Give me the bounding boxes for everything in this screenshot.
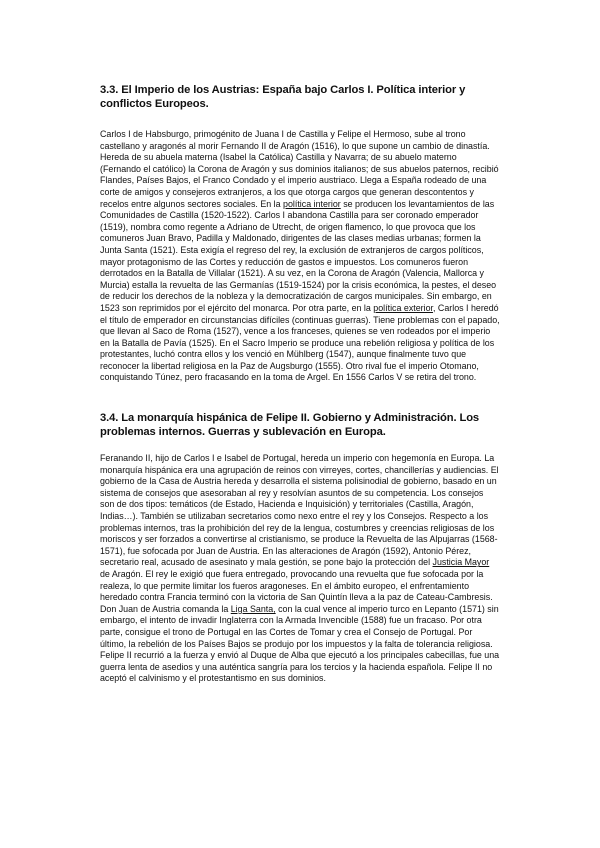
paragraph-text: Feranando II, hijo de Carlos I e Isabel de Portugal, hereda un imperio con hegemonía en Europa. La monarquía hispánica era una agrupación de reinos con virreyes, cortes, chancillerías y audiencias. El gobierno de la Casa de Austria hereda y desarrolla el sistema polisinodial de gobierno, basado en un sistema de consejos que asesoraban al rey y resolvían asuntos de su competencia. Los consejos son de dos tipos: temáticos (de Estado, Hacienda e Inquisición) y territoriales (Castilla, Aragón, Indias…). También se utilizaban secretarios como nexo entre el rey y los Consejos. Respecto a los problemas internos, tras la prohibición del rey de la lengua, costumbres y creencias religiosas de los moriscos y ser forzados a convertirse al cristianismo, se produce la Revuelta de las Alpujarras (1568-1571), fue sofocada por Juan de Austria. En las alteraciones de Aragón (1592), Antonio Pérez, secretario real, acusado de asesinato y mala gestión, se pone bajo la protección del xyxy=(100,453,499,568)
section-felipe-ii xyxy=(100,412,500,685)
underlined-term-liga-santa: Liga Santa, xyxy=(230,603,276,614)
underlined-term-justicia-mayor: Justicia Mayor xyxy=(432,557,490,568)
underlined-term-politica-exterior: política exterior xyxy=(373,302,433,313)
section-paragraph xyxy=(100,453,500,685)
section-paragraph xyxy=(100,129,500,384)
paragraph-text: se producen los levantamientos de las Comunidades de Castilla (1520-1522). Carlos I abandona Castilla para ser coronado emperador (1519), nombra como regente a Adriano de Utrecht, de origen flamenco, lo que provoca que los comuneros Juan Bravo, Padilla y Maldonado, dirigentes de las clases medias urbanas; formen la Junta Santa (1521). Esta exigía el regreso del rey, la exclusión de extranjeros de cargos políticos, mayor protagonismo de las Cortes y reducción de gastos e impuestos. Los comuneros fueron derrotados en la Batalla de Villalar (1521). A su vez, en la Corona de Aragón (Valencia, Mallorca y Murcia) estalla la revuelta de las Germanías (1519-1524) por la crisis económica, la pestes, el deseo de reducir los derechos de la nobleza y la democratización de cargos municipales. Sin embargo, en 1523 son reprimidos por el ejército del monarca. Por otra parte, en la xyxy=(100,198,497,313)
section-heading: 3.4. La monarquía hispánica de Felipe II. Gobierno y Administración. Los problemas internos. Guerras y sublevación en Europa. xyxy=(100,412,480,438)
paragraph-text: Carlos I de Habsburgo, primogénito de Juana I de Castilla y Felipe el Hermoso, sube al trono castellano y aragonés al morir Fernando II de Aragón (1516), lo que supone un cambio de dinastía. Hereda de su abuela materna (Isabel la Católica) Castilla y Navarra; de su abuelo materno (Fernando el católico) la Corona de Aragón y sus dominios italianos; de sus abuelos paternos, recibió Flandes, Países Bajos, el Franco Condado y el imperio austriaco. Llega a España rodeado de una corte de amigos y consejeros extranjeros, a los que otorga cargos que generan descontentos y recelos entre algunos sectores sociales. En la xyxy=(100,129,499,209)
underlined-term-politica-interior: política interior xyxy=(283,198,341,209)
paragraph-text: , Carlos I heredó el título de emperador en circunstancias difíciles (continuas guerras). Tiene problemas con el papado, que llevan al Saco de Roma (1527), vence a los franceses, quienes se ven rodeados por el imperio en la Batalla de Pavía (1525). En el Sacro Imperio se produce una rebelión religiosa y política de los protestantes, luchó contra ellos y los venció en Mühlberg (1547), aunque finalmente tuvo que reconocer la libertad religiosa en la Paz de Augsburgo (1555). Otro rival fue el imperio Otomano, conquistando Túnez, pero fracasando en la toma de Argel. En 1556 Carlos V se retira del trono. xyxy=(100,302,500,383)
section-heading: 3.3. El Imperio de los Austrias: España bajo Carlos I. Política interior y conflictos Europeos. xyxy=(100,84,466,110)
section-carlos-i xyxy=(100,84,500,384)
paragraph-text: de Aragón. El rey le exigió que fuera entregado, provocando una revuelta que fue sofocada por la realeza, lo que permite limitar los fueros aragoneses. En el ámbito europeo, el enfrentamiento heredado contra Francia terminó con la victoria de San Quintín lleva a la paz de Cateau-Cambresis. Don Juan de Austria comanda la xyxy=(100,568,493,614)
paragraph-text: con la cual vence al imperio turco en Lepanto (1571) sin embargo, el intento de invadir Inglaterra con la Armada Invencible (1588) fue un fracaso. Por otra parte, consigue el trono de Portugal en las Cortes de Tomar y crea el Consejo de Portugal. Por último, la rebelión de los Países Bajos se produjo por los impuestos y la falta de tolerancia religiosa. Felipe II recurrió a la fuerza y envió al Duque de Alba que ejecutó a los principales cabecillas, fue una guerra lenta de asedios y una auténtica sangría para los tercios y la hacienda española. Felipe II no aceptó el calvinismo y el protestantismo en sus dominios. xyxy=(100,603,500,684)
